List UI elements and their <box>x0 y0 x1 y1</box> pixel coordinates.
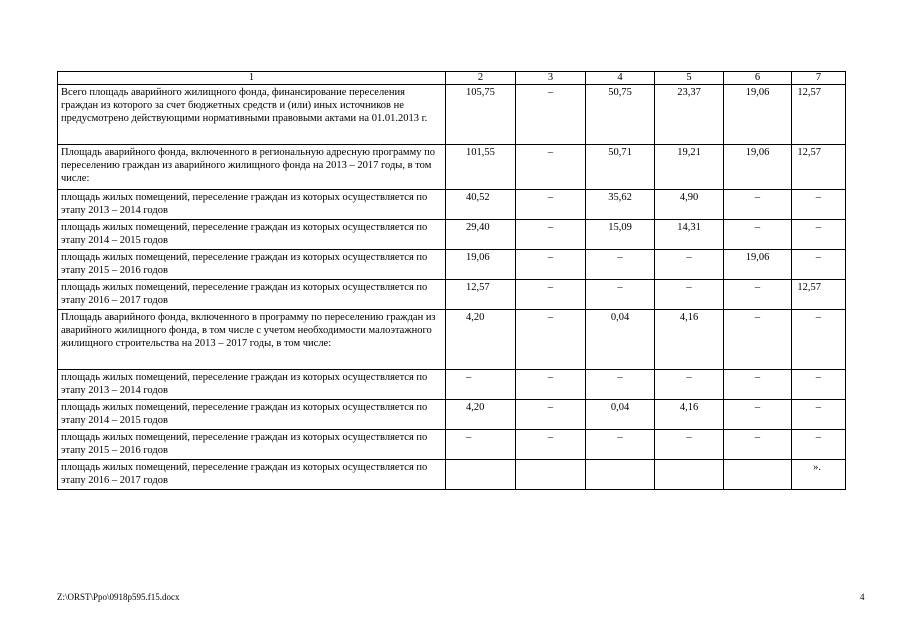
value-cell: – <box>792 220 846 250</box>
value-cell: 12,57 <box>792 145 846 190</box>
row-label-cell: площадь жилых помещений, переселение граждан из которых осуществляется по этапу 2013 – 2014 годов <box>58 190 446 220</box>
value-cell: – <box>655 370 724 400</box>
value-cell: – <box>655 250 724 280</box>
page-number: 4 <box>860 592 865 602</box>
value-cell <box>516 460 586 490</box>
value-cell <box>724 460 792 490</box>
value-cell: – <box>724 310 792 370</box>
value-cell: ». <box>792 460 846 490</box>
value-cell: 19,06 <box>724 250 792 280</box>
value-cell: – <box>516 280 586 310</box>
value-cell: 12,57 <box>792 85 846 145</box>
table-row <box>58 430 846 460</box>
value-cell: – <box>792 250 846 280</box>
row-label-cell: площадь жилых помещений, переселение граждан из которых осуществляется по этапу 2014 – 2015 годов <box>58 400 446 430</box>
value-cell: – <box>724 280 792 310</box>
table-row <box>58 400 846 430</box>
value-cell: 40,52 <box>446 190 516 220</box>
value-cell: – <box>516 250 586 280</box>
value-cell: – <box>655 430 724 460</box>
row-label-cell: площадь жилых помещений, переселение граждан из которых осуществляется по этапу 2015 – 2016 годов <box>58 250 446 280</box>
value-cell: 4,16 <box>655 310 724 370</box>
value-cell: 15,09 <box>586 220 655 250</box>
value-cell: – <box>516 400 586 430</box>
value-cell: – <box>724 190 792 220</box>
column-header: 4 <box>586 72 655 85</box>
value-cell: – <box>586 430 655 460</box>
row-label-cell: площадь жилых помещений, переселение граждан из которых осуществляется по этапу 2015 – 2016 годов <box>58 430 446 460</box>
value-cell: – <box>792 400 846 430</box>
value-cell: – <box>516 85 586 145</box>
table-header-row <box>58 72 846 85</box>
value-cell: 12,57 <box>446 280 516 310</box>
value-cell: 105,75 <box>446 85 516 145</box>
value-cell: – <box>792 310 846 370</box>
value-cell <box>655 460 724 490</box>
column-header: 7 <box>792 72 846 85</box>
value-cell: – <box>792 370 846 400</box>
table-row <box>58 85 846 145</box>
value-cell: 19,06 <box>446 250 516 280</box>
value-cell: – <box>446 430 516 460</box>
value-cell: – <box>586 250 655 280</box>
column-header: 3 <box>516 72 586 85</box>
value-cell: 4,90 <box>655 190 724 220</box>
value-cell: 12,57 <box>792 280 846 310</box>
row-label-cell: площадь жилых помещений, переселение граждан из которых осуществляется по этапу 2016 – 2017 годов <box>58 460 446 490</box>
table-body <box>58 85 846 490</box>
column-header: 2 <box>446 72 516 85</box>
value-cell: 0,04 <box>586 310 655 370</box>
row-label-cell: площадь жилых помещений, переселение граждан из которых осуществляется по этапу 2014 – 2015 годов <box>58 220 446 250</box>
value-cell: – <box>724 370 792 400</box>
value-cell: 23,37 <box>655 85 724 145</box>
value-cell: – <box>586 280 655 310</box>
value-cell: 50,75 <box>586 85 655 145</box>
data-table <box>57 71 846 490</box>
table-row <box>58 250 846 280</box>
table-row <box>58 145 846 190</box>
table-row <box>58 310 846 370</box>
value-cell <box>586 460 655 490</box>
value-cell: 101,55 <box>446 145 516 190</box>
value-cell: – <box>655 280 724 310</box>
value-cell: – <box>792 430 846 460</box>
value-cell: 19,21 <box>655 145 724 190</box>
value-cell: – <box>516 310 586 370</box>
value-cell: 29,40 <box>446 220 516 250</box>
value-cell: – <box>724 400 792 430</box>
value-cell: 19,06 <box>724 85 792 145</box>
row-label-cell: площадь жилых помещений, переселение граждан из которых осуществляется по этапу 2016 – 2017 годов <box>58 280 446 310</box>
column-header: 6 <box>724 72 792 85</box>
row-label-cell: площадь жилых помещений, переселение граждан из которых осуществляется по этапу 2013 – 2014 годов <box>58 370 446 400</box>
row-label-cell: Всего площадь аварийного жилищного фонда, финансирование переселения граждан из которого за счет бюджетных средств и (или) иных источников не предусмотрено действующими нормативными правовыми актами на 01.01.2013 г. <box>58 85 446 145</box>
value-cell: – <box>446 370 516 400</box>
value-cell <box>446 460 516 490</box>
value-cell: 50,71 <box>586 145 655 190</box>
value-cell: 14,31 <box>655 220 724 250</box>
column-header: 5 <box>655 72 724 85</box>
value-cell: – <box>516 370 586 400</box>
value-cell: – <box>516 145 586 190</box>
value-cell: – <box>516 190 586 220</box>
value-cell: 35,62 <box>586 190 655 220</box>
column-header: 1 <box>58 72 446 85</box>
value-cell: 19,06 <box>724 145 792 190</box>
value-cell: – <box>724 220 792 250</box>
value-cell: 0,04 <box>586 400 655 430</box>
value-cell: 4,20 <box>446 400 516 430</box>
value-cell: – <box>792 190 846 220</box>
row-label-cell: Площадь аварийного фонда, включенного в региональную адресную программу по переселению граждан из аварийного жилищного фонда на 2013 – 2017 годы, в том числе: <box>58 145 446 190</box>
table-row <box>58 280 846 310</box>
value-cell: – <box>586 370 655 400</box>
footer-file-path: Z:\ORST\Ppo\0918p595.f15.docx <box>57 592 180 602</box>
table-row <box>58 370 846 400</box>
table-row <box>58 190 846 220</box>
row-label-cell: Площадь аварийного фонда, включенного в программу по переселению граждан из аварийного жилищного фонда, в том числе с учетом необходимости малоэтажного жилищного строительства на 2013 – 2017 годы, в том числе: <box>58 310 446 370</box>
value-cell: – <box>724 430 792 460</box>
value-cell: – <box>516 430 586 460</box>
value-cell: 4,20 <box>446 310 516 370</box>
table-row <box>58 220 846 250</box>
value-cell: – <box>516 220 586 250</box>
value-cell: 4,16 <box>655 400 724 430</box>
table-row <box>58 460 846 490</box>
